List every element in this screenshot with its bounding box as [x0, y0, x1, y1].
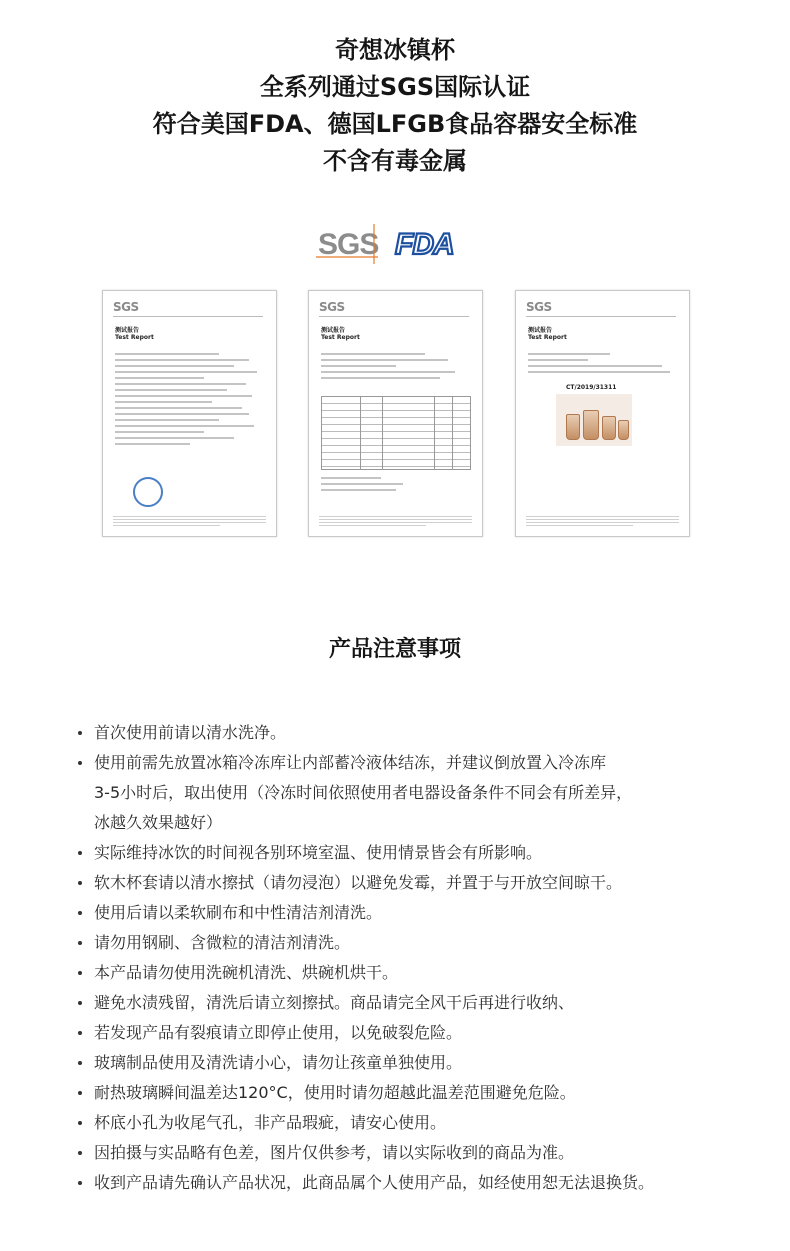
cert-notes-lines: [321, 477, 470, 495]
list-item: 杯底小孔为收尾气孔，非产品瑕疵，请安心使用。: [76, 1108, 776, 1138]
list-item: 首次使用前请以清水洗净。: [76, 718, 776, 748]
notes-list: [76, 718, 776, 1198]
cert-title-en: Test Report: [528, 334, 567, 341]
cert-text-lines: [528, 353, 677, 377]
svg-text:SGS: SGS: [318, 228, 379, 261]
sgs-certificate-3: [515, 290, 690, 537]
fda-logo: [393, 226, 467, 260]
certification-logos: [0, 218, 790, 264]
sample-photo: [556, 394, 632, 446]
list-item: 避免水渍残留，清洗后请立刻擦拭。商品请完全风干后再进行收纳、: [76, 988, 776, 1018]
headline-line-3: 符合美国FDA、德国LFGB食品容器安全标准: [152, 110, 638, 138]
list-item: 玻璃制品使用及清洗请小心，请勿让孩童单独使用。: [76, 1048, 776, 1078]
list-item: 请勿用钢刷、含微粒的清洁剂清洗。: [76, 928, 776, 958]
cert-sgs-mark: SGS: [113, 300, 139, 314]
headline-line-4: 不含有毒金属: [323, 147, 467, 175]
cert-title-cn: 测试报告: [321, 327, 346, 334]
sample-label: CT/2019/31311: [566, 384, 617, 391]
list-item: 冰越久效果越好）: [94, 813, 223, 832]
section-title: 产品注意事项: [328, 637, 461, 662]
cert-title-cn: 测试报告: [528, 327, 553, 334]
cert-title-en: Test Report: [321, 334, 360, 341]
cert-text-lines: [115, 353, 264, 449]
headline-line-2: 全系列通过SGS国际认证: [259, 73, 531, 101]
list-item: 软木杯套请以清水擦拭（请勿浸泡）以避免发霉，并置于与开放空间晾干。: [76, 868, 776, 898]
list-item: 3-5小时后，取出使用（冷冻时间依照使用者电器设备条件不同会有所差异，: [94, 783, 633, 802]
headline-line-1: 奇想冰镇杯: [335, 36, 455, 64]
list-item: 耐热玻璃瞬间温差达120°C，使用时请勿超越此温差范围避免危险。: [76, 1078, 776, 1108]
cert-sgs-mark: SGS: [526, 300, 552, 314]
list-item: 因拍摄与实品略有色差，图片仅供参考，请以实际收到的商品为准。: [76, 1138, 776, 1168]
cert-sgs-mark: SGS: [319, 300, 345, 314]
sgs-certificate-2: [308, 290, 483, 537]
list-item: 使用前需先放置冰箱冷冻库让内部蓄冷液体结冻，并建议倒放置入冷冻库: [76, 748, 776, 778]
cert-title-cn: 测试报告: [115, 327, 140, 334]
cert-text-lines: [321, 353, 470, 383]
svg-text:FDA: FDA: [395, 228, 454, 260]
list-item: 本产品请勿使用洗碗机清洗、烘碗机烘干。: [76, 958, 776, 988]
cert-results-table: [321, 396, 471, 470]
cert-title-en: Test Report: [115, 334, 154, 341]
headline: [0, 32, 790, 180]
list-item: 若发现产品有裂痕请立即停止使用，以免破裂危险。: [76, 1018, 776, 1048]
sgs-stamp-icon: [133, 477, 163, 507]
sgs-certificate-1: [102, 290, 277, 537]
list-item: 使用后请以柔软刷布和中性清洁剂清洗。: [76, 898, 776, 928]
sgs-logo: [316, 224, 386, 264]
list-item: 收到产品请先确认产品状况，此商品属个人使用产品，如经使用恕无法退换货。: [76, 1168, 776, 1198]
list-item: 实际维持冰饮的时间视各别环境室温、使用情景皆会有所影响。: [76, 838, 776, 868]
